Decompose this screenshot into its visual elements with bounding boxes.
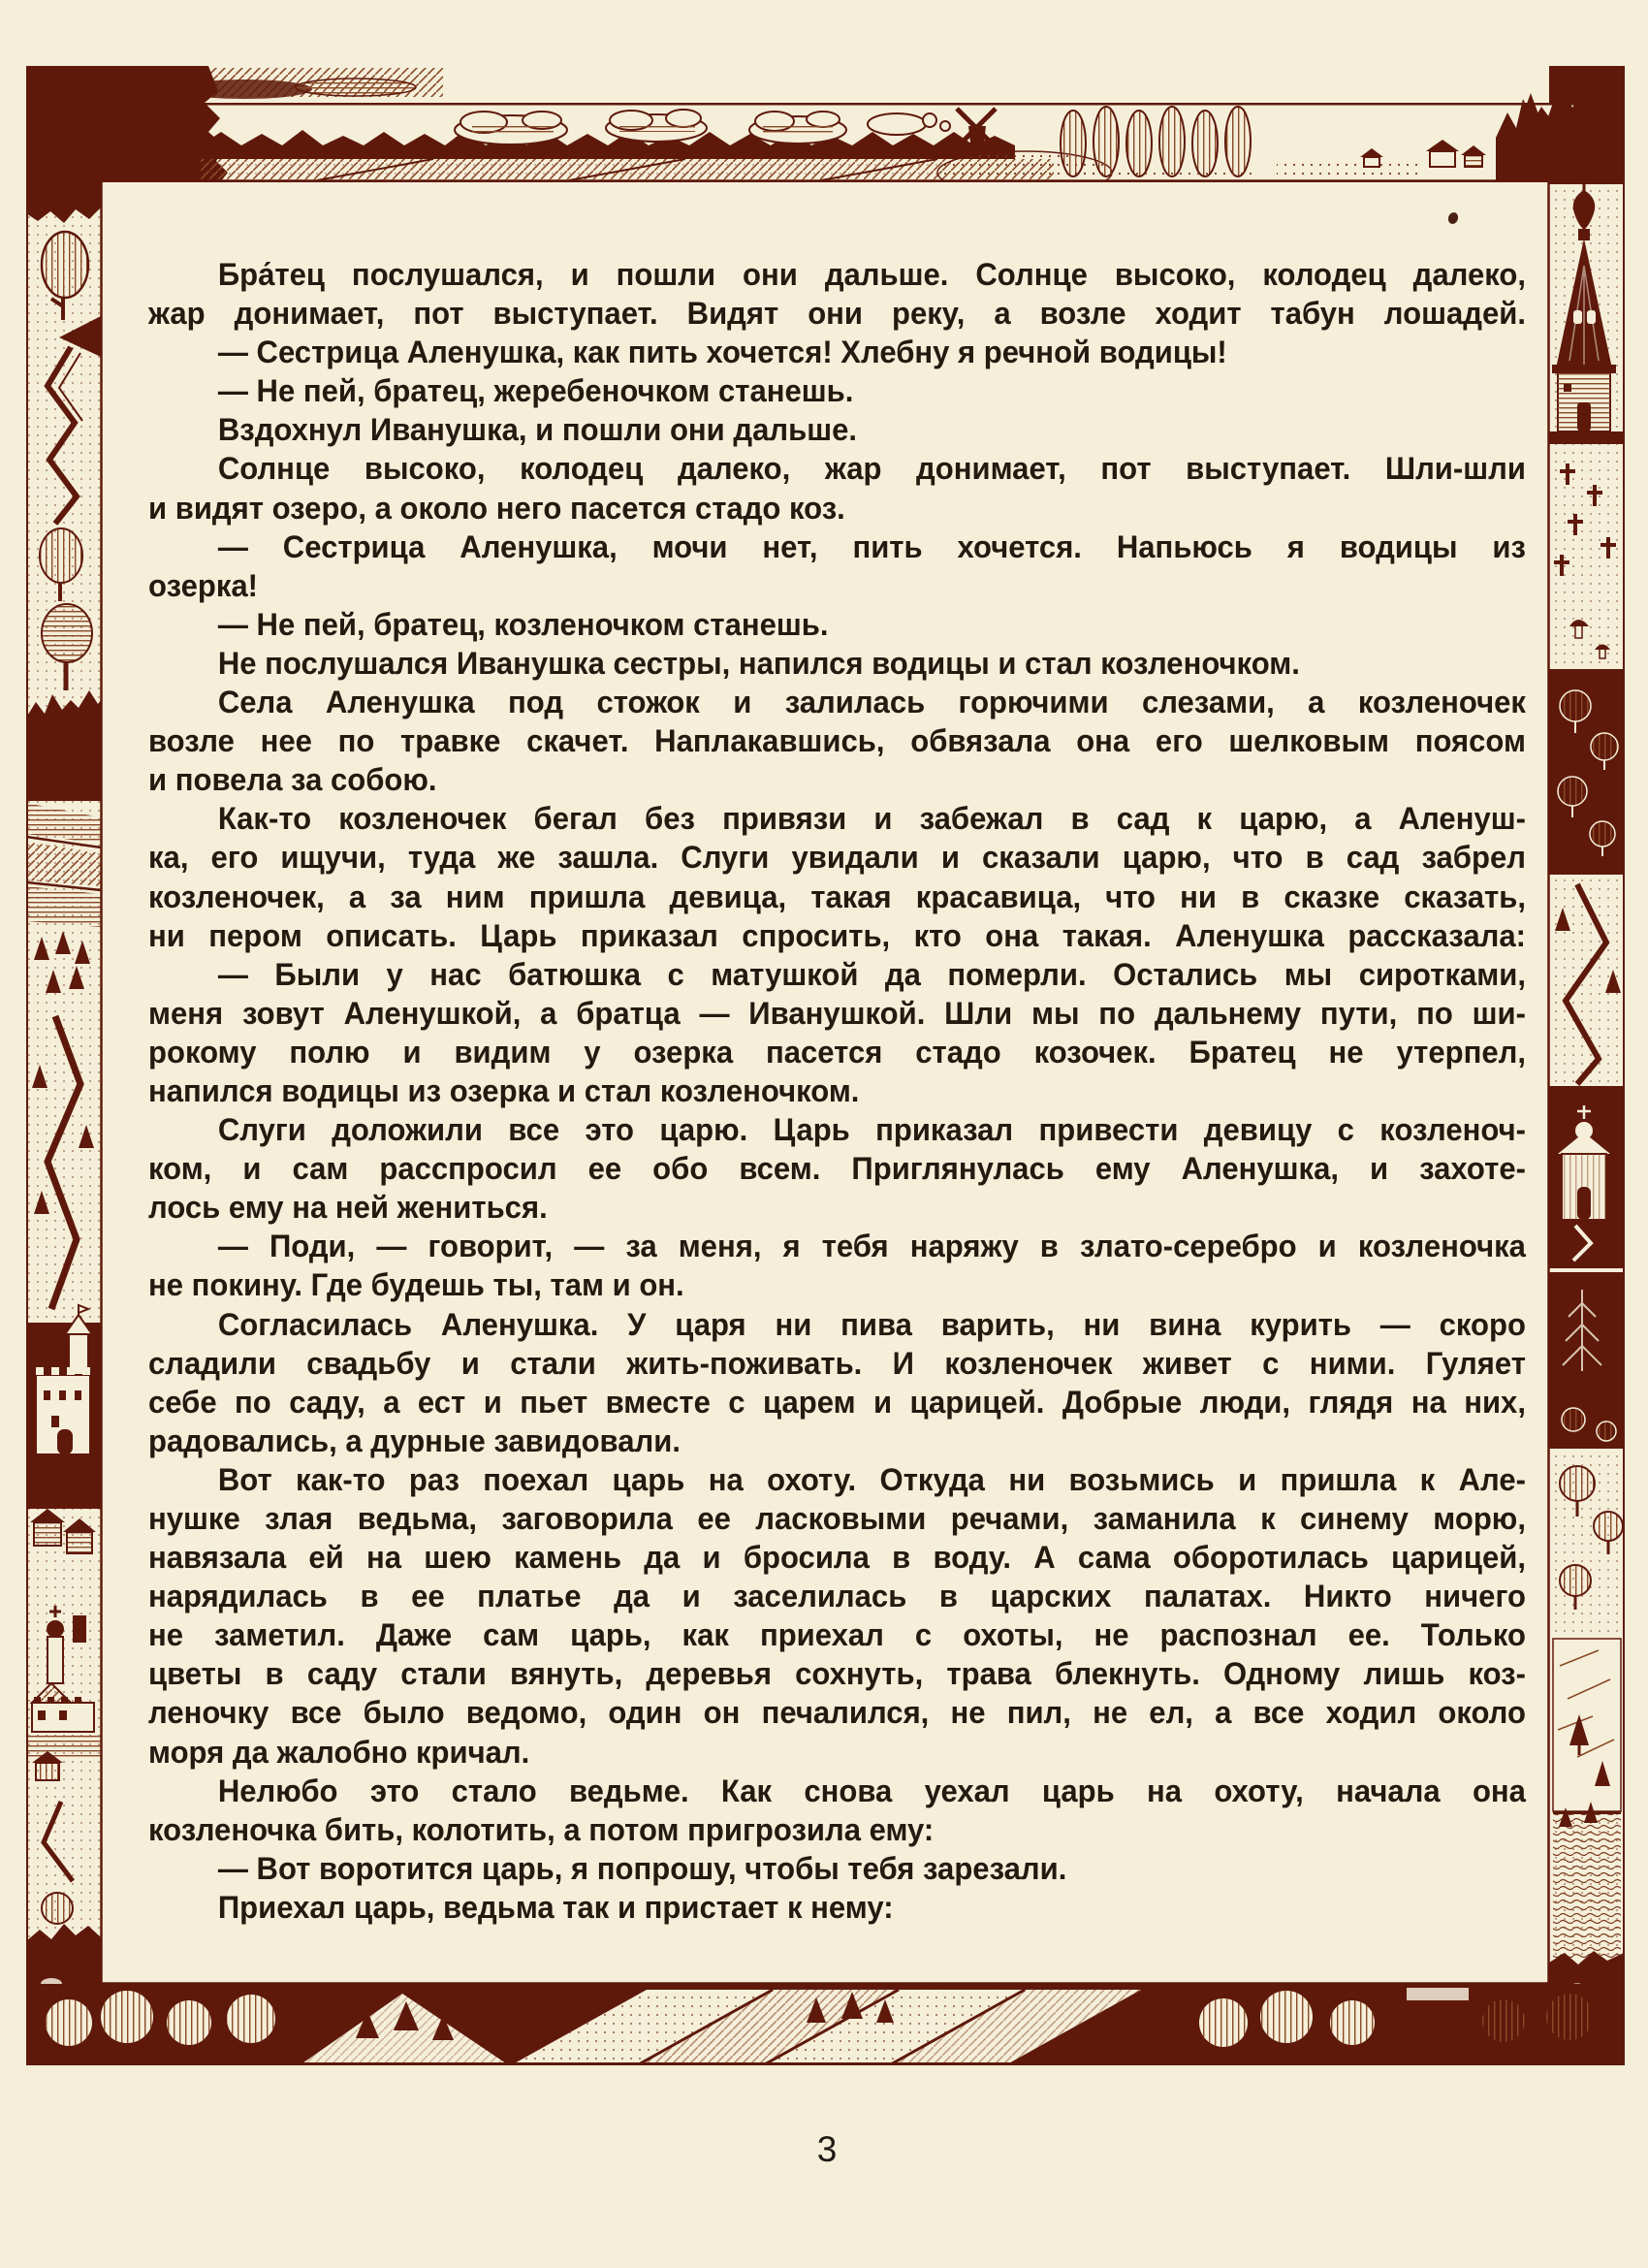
text-line: не заметил. Даже сам царь, как приехал с охоты, не распознал ее. Только	[148, 1617, 1526, 1653]
top-left-corner-mass	[26, 66, 228, 182]
text-line: меня зовут Аленушкой, а братца — Иванушкой. Шли мы по дальнему пути, по ши-	[148, 995, 1526, 1031]
text-line: козленочка бить, колотить, а потом пригрозила ему:	[148, 1811, 935, 1847]
plowed-fields-icon	[201, 159, 1054, 180]
text-line: Слуги доложили все это царю. Царь приказал привести девицу с козленоч-	[217, 1112, 1526, 1148]
text-line: моря да жалобно кричал.	[148, 1734, 530, 1770]
text-line: — Вот воротится царь, я попрошу, чтобы тебя зарезали.	[217, 1850, 1067, 1886]
text-line: рокому полю и видим у озерка пасется стадо козочек. Братец не утерпел,	[148, 1034, 1526, 1070]
text-line: козленочек, а за ним пришла девица, такая красавица, что ни в сказке сказать,	[148, 878, 1526, 914]
text-line: Нелюбо это стало ведьме. Как снова уехал царь на охоту, начала она	[217, 1773, 1526, 1808]
text-line: ка, его ищучи, туда же зашла. Слуги увидали и сказали царю, что в сад забрел	[148, 840, 1526, 876]
border-bottom-landscape	[26, 1984, 1625, 2065]
text-line: озерка!	[148, 567, 258, 603]
text-line: Села Аленушка под стожок и залилась горючими слезами, а козленочек	[217, 685, 1526, 720]
text-line: Вот как-то раз поехал царь на охоту. Откуда ни возьмись и пришла к Але-	[217, 1461, 1526, 1497]
text-line: Согласилась Аленушка. У царя ни пива варить, ни вина курить — скоро	[217, 1306, 1526, 1342]
castle-icon	[26, 1305, 101, 1509]
text-line: Вздохнул Иванушка, и пошли они дальше.	[217, 412, 857, 448]
text-line: Не послушался Иванушка сестры, напился водицы и стал козленочком.	[217, 645, 1300, 681]
text-line: Солнце высоко, колодец далеко, жар донимает, пот выступает. Шли-шли	[217, 451, 1526, 487]
border-top-landscape	[26, 66, 1625, 194]
text-line: себе по саду, а ест и пьет вместе с царем и царицей. Добрые люди, глядя на них,	[148, 1384, 1526, 1420]
text-line: — Поди, — говорит, — за меня, я тебя наряжу в злато-серебро и козленочка	[217, 1229, 1526, 1264]
text-line: — Были у нас батюшка с матушкой да померли. Остались мы сиротками,	[217, 956, 1526, 992]
page-number: 3	[816, 2129, 838, 2169]
lakeshore-panel-icon	[1553, 1639, 1621, 1811]
text-line: — Сестрица Аленушка, как пить хочется! Хлебну я речной водицы!	[217, 335, 1227, 370]
border-left-landscape	[26, 66, 101, 2065]
text-line: не покину. Где будешь ты, там и он.	[148, 1267, 684, 1303]
cloud-icon	[455, 112, 567, 144]
text-line: Бра́тец послушался, и пошли они дальше. Солнце высоко, колодец далеко,	[217, 257, 1526, 292]
border-right-landscape	[1549, 66, 1625, 2065]
story-text	[148, 255, 1526, 1927]
text-line: сладили свадьбу и стали жить-поживать. И козленочек живет с ними. Гуляет	[148, 1345, 1526, 1381]
text-line: радовались, а дурные завидовали.	[148, 1422, 681, 1458]
dark-forest-with-light-trees-icon	[1549, 669, 1625, 875]
cloud-icon	[749, 112, 846, 144]
text-line: — Не пей, братец, козленочком станешь.	[217, 606, 829, 642]
text-line: лось ему на ней жениться.	[148, 1190, 548, 1226]
text-line: нушке злая ведьма, заговорила ее ласковыми речами, заманила к синему морю,	[148, 1501, 1526, 1536]
text-line: навязала ей на шею камень да и бросила в воду. А сама оборотилась царицей,	[148, 1540, 1526, 1576]
text-line: цветы в саду стали вянуть, деревья сохнуть, трава блекнуть. Одному лишь коз-	[148, 1656, 1526, 1692]
text-line: и видят озеро, а около него пасется стадо коз.	[148, 490, 845, 526]
lake-waves-icon	[1553, 1802, 1621, 1959]
fir-sketch-icon	[1549, 1272, 1625, 1449]
text-line: нарядилась в ее платье да и заселилась в царских палатах. Никто ничего	[148, 1579, 1526, 1614]
field-bands-icon	[26, 803, 101, 927]
text-line: напился водицы из озерка и стал козленочком.	[148, 1072, 860, 1108]
chapel-icon	[1549, 1086, 1625, 1268]
text-line: — Не пей, братец, жеребеночком станешь.	[217, 373, 854, 409]
text-line: жар донимает, пот выступает. Видят они реку, а возле ходит табун лошадей.	[148, 296, 1526, 332]
text-line: леночку все было ведомо, один он печалился, не пил, не ел, а все ходил около	[148, 1695, 1526, 1731]
text-line: — Сестрица Аленушка, мочи нет, пить хочется. Напьюсь я водицы из	[217, 528, 1526, 564]
text-line: и повела за собою.	[148, 762, 437, 798]
text-line: ком, и сам расспросил ее обо всем. Приглянулась ему Аленушка, и захоте-	[148, 1151, 1526, 1187]
text-line: возле нее по травке скачет. Наплакавшись, обвязала она его шелковым поясом	[148, 723, 1526, 759]
cloud-icon	[606, 110, 707, 142]
text-line: Приехал царь, ведьма так и пристает к нему:	[217, 1889, 894, 1925]
text-line: Как-то козленочек бегал без привязи и забежал в сад к царю, а Аленуш-	[217, 801, 1526, 837]
text-line: ни пером описать. Царь приказал спросить, кто она такая. Аленушка рассказала:	[148, 917, 1526, 953]
